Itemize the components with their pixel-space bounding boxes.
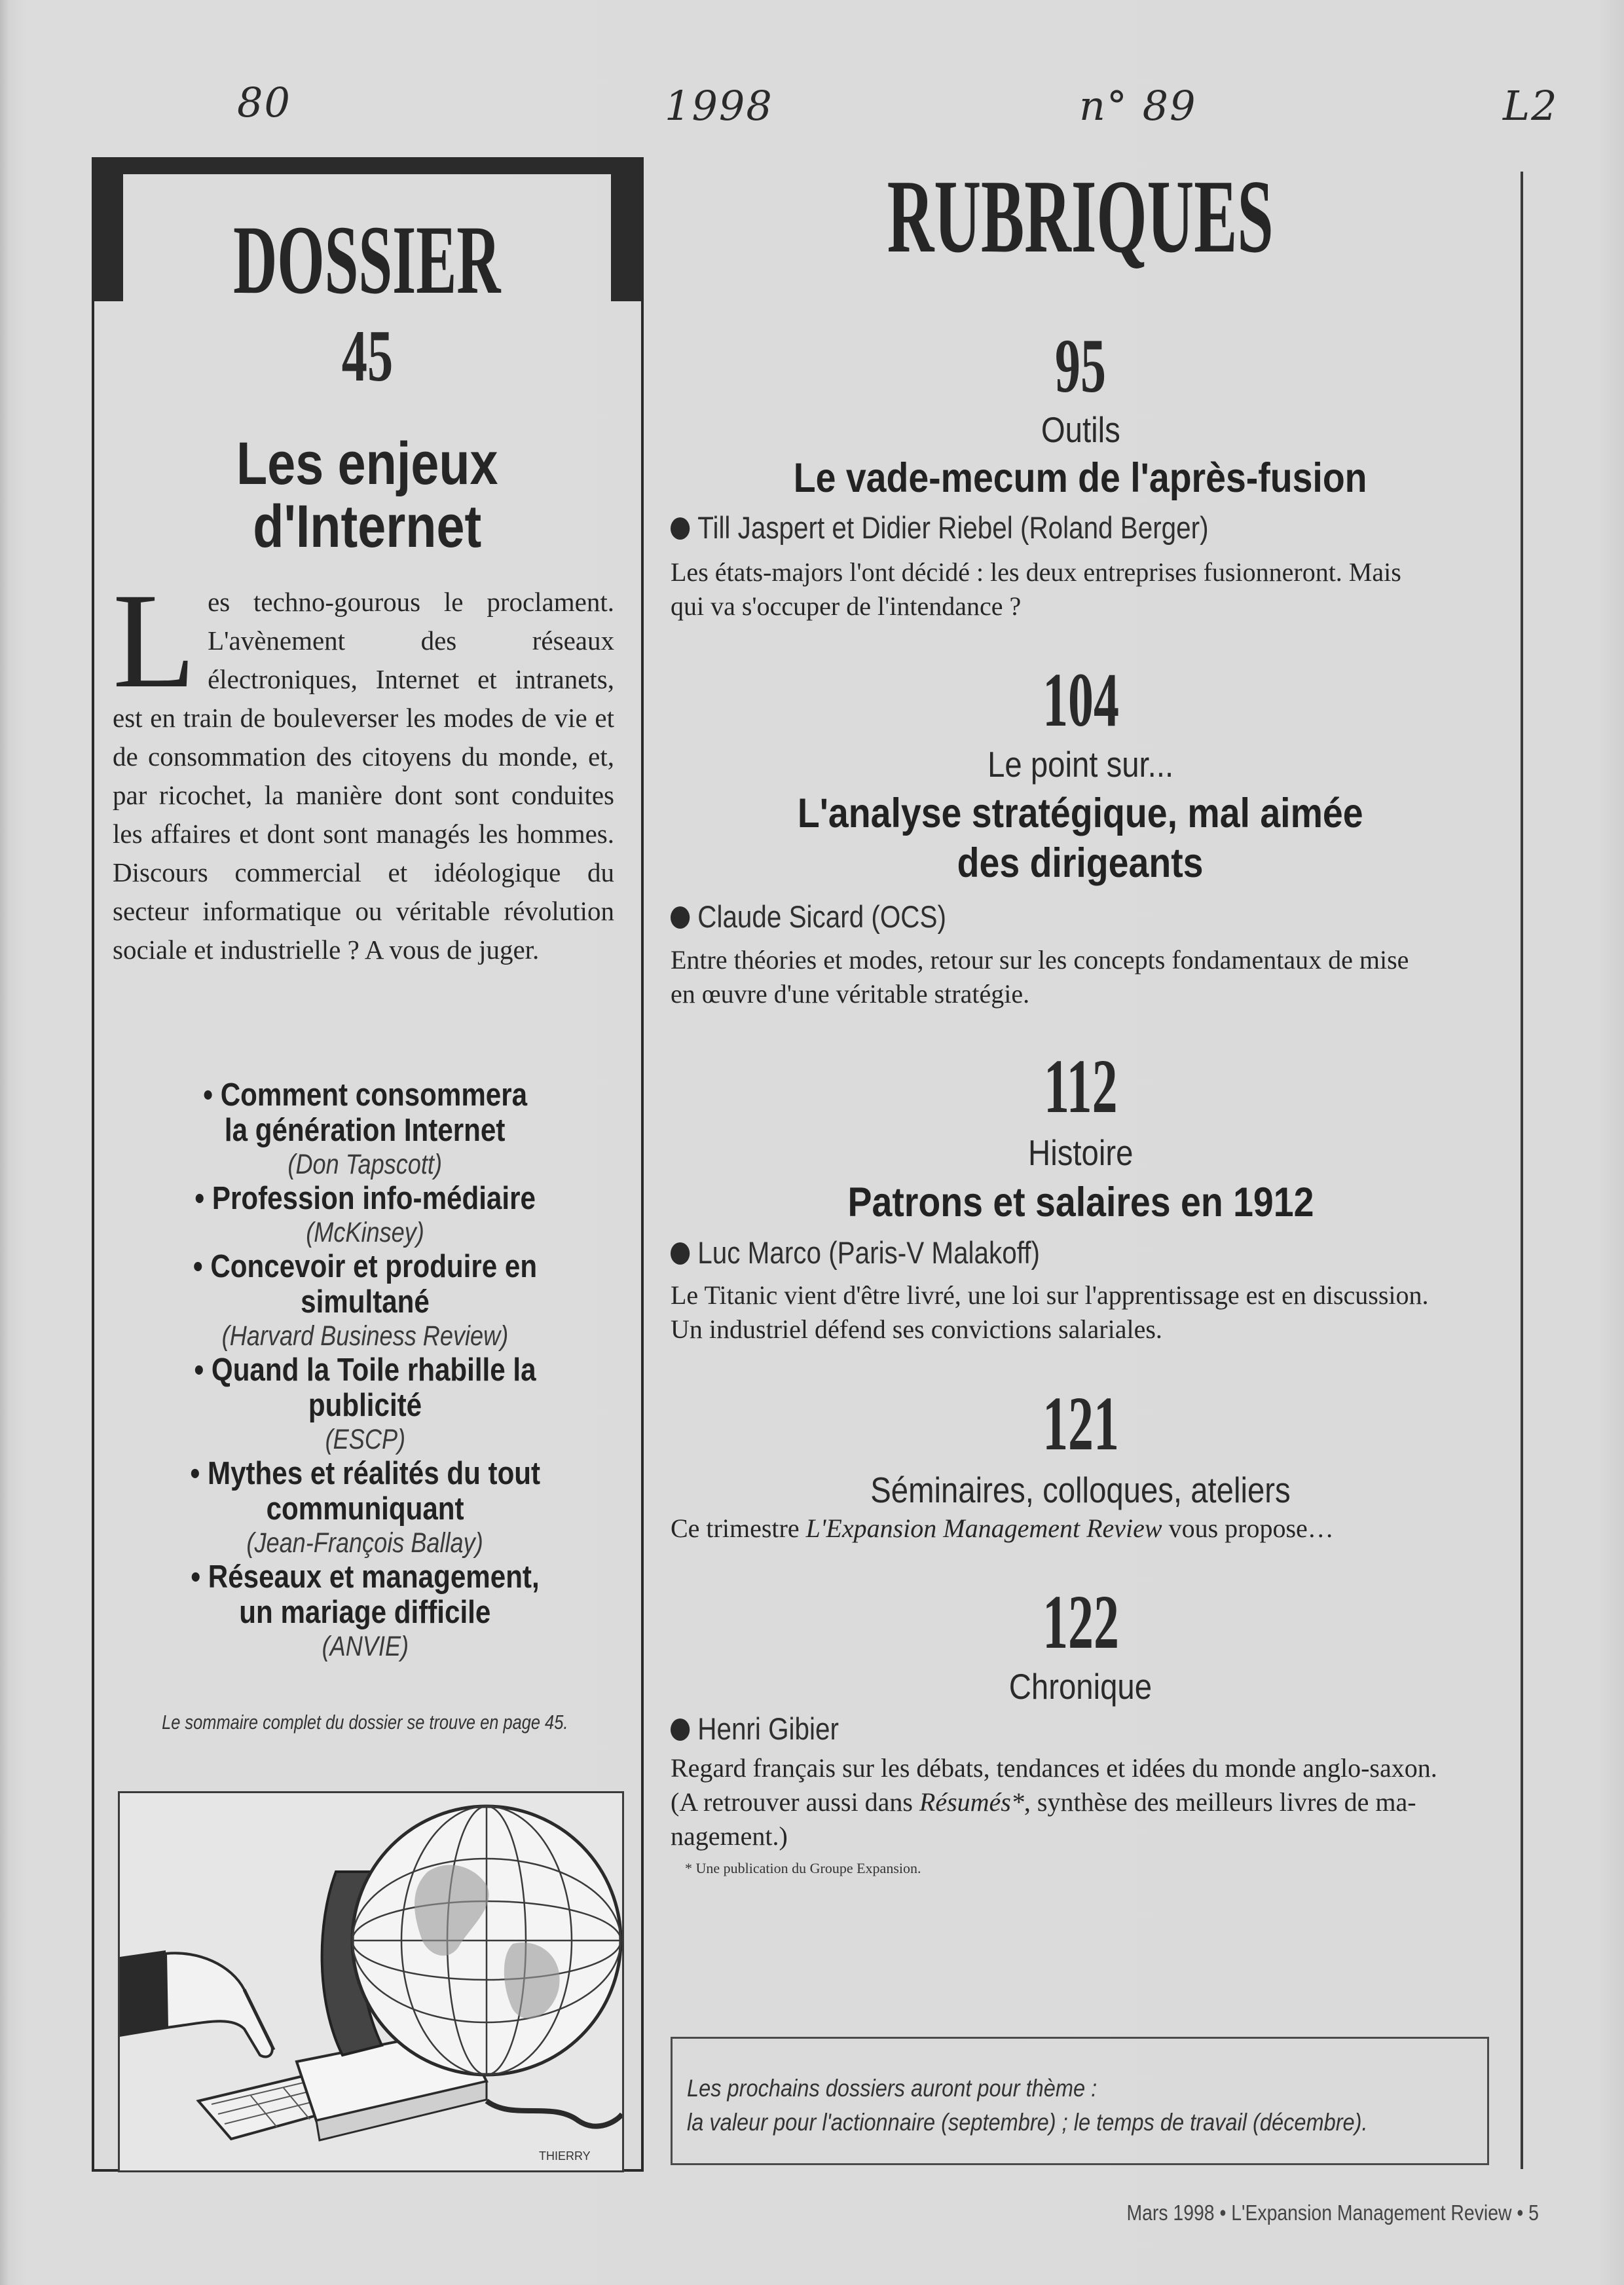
rubrique-page-number[interactable]: 121 (1042, 1381, 1119, 1466)
rubriques-title: RUBRIQUES (887, 158, 1274, 274)
dossier-article-list (105, 1077, 625, 1663)
article-entry[interactable]: • Réseaux et management, un mariage difficile (ANVIE) (191, 1559, 540, 1662)
sommaire-note: Le sommaire complet du dossier se trouve en page 45. (162, 1711, 568, 1734)
computer-globe-illustration (118, 1791, 624, 2172)
bullet-dot-icon (671, 1242, 690, 1265)
rubrique-author: Henri Gibier (671, 1711, 1502, 1747)
handwritten-note-year: 1998 (665, 82, 773, 130)
rubriques-divider (1521, 172, 1523, 2169)
page-footer: Mars 1998 • L'Expansion Management Review • 5 (1126, 2201, 1539, 2225)
rubrique-description: Regard français sur les débats, tendances et idées du monde anglo-saxon. (A retrouver aussi dans Résumés*, synthèse des meilleurs livres de ma- nagement.) (671, 1753, 1437, 1851)
article-entry[interactable]: • Profession info-médiaire (McKinsey) (194, 1181, 536, 1248)
rubrique-page-number[interactable]: 122 (1042, 1579, 1119, 1665)
handwritten-note-right: L2 (1503, 82, 1559, 130)
rubrique-description: Le Titanic vient d'être livré, une loi sur l'apprentissage est en discussion. Un industriel défend ses convictions salariales. (671, 1280, 1429, 1344)
rubrique-category: Histoire (1027, 1132, 1134, 1173)
dossier-left-bar (92, 157, 123, 301)
rubrique-category: Le point sur... (987, 744, 1173, 785)
bullet-dot-icon (671, 1718, 690, 1741)
rubrique-page-number[interactable]: 95 (1055, 323, 1106, 409)
next-dossiers-box: Les prochains dossiers auront pour thème : la valeur pour l'actionnaire (septembre) ; le temps de travail (décembre). (671, 2037, 1489, 2165)
rubrique-headline[interactable]: Le vade-mecum de l'après-fusion (794, 455, 1367, 501)
handwritten-note-issue: n° 89 (1079, 82, 1197, 130)
rubrique-description: Ce trimestre L'Expansion Management Review vous propose… (671, 1514, 1334, 1543)
globe-computer-icon (120, 1793, 622, 2170)
dossier-intro: Les techno-gourous le proclament. L'avènement des réseaux électroniques, Internet et intranets, est en train de bouleverser les modes de vie et de consommation des citoyens du monde, et, par ricochet, la manière dont sont conduites les affaires et dont sont managés les hommes. Discours commercial et idéologique du secteur informatique ou véritable révolution sociale et industrielle ? A vous de juger. (113, 565, 614, 965)
rubrique-category: Chronique (1008, 1666, 1153, 1707)
rubrique-author: Claude Sicard (OCS) (671, 899, 1502, 935)
dossier-headline[interactable]: Les enjeux d'Internet (236, 430, 498, 560)
dossier-top-bar (92, 157, 641, 174)
rubrique-page-number[interactable]: 112 (1043, 1043, 1118, 1129)
dossier-right-bar (611, 157, 641, 301)
rubrique-description: Les états-majors l'ont décidé : les deux entreprises fusionneront. Mais qui va s'occuper de l'intendance ? (671, 557, 1401, 621)
drop-cap: L (113, 565, 196, 716)
rubrique-author: Till Jaspert et Didier Riebel (Roland Berger) (671, 510, 1502, 546)
rubrique-description: Entre théories et modes, retour sur les concepts fondamentaux de mise en œuvre d'une véritable stratégie. (671, 945, 1409, 1009)
rubrique-headline[interactable]: L'analyse stratégique, mal aimée des dirigeants (798, 790, 1363, 886)
bullet-dot-icon (671, 517, 690, 540)
handwritten-note-left: 80 (237, 79, 291, 126)
article-entry[interactable]: • Concevoir et produire en simultané (Harvard Business Review) (193, 1249, 538, 1352)
bullet-dot-icon (671, 906, 690, 929)
rubrique-headline[interactable]: Patrons et salaires en 1912 (847, 1180, 1314, 1225)
dossier-page-number[interactable]: 45 (341, 316, 393, 397)
rubrique-category: Séminaires, colloques, ateliers (870, 1470, 1291, 1510)
footnote: * Une publication du Groupe Expansion. (685, 1860, 921, 1876)
article-entry[interactable]: • Comment consommera la génération Internet (Don Tapscott) (203, 1077, 527, 1180)
rubrique-author: Luc Marco (Paris-V Malakoff) (671, 1235, 1502, 1271)
illustration-signature: THIERRY (539, 2149, 591, 2163)
dossier-title: DOSSIER (233, 206, 501, 314)
article-entry[interactable]: • Quand la Toile rhabille la publicité (ESCP) (194, 1352, 536, 1455)
article-entry[interactable]: • Mythes et réalités du tout communiquant (Jean-François Ballay) (190, 1456, 540, 1559)
rubrique-page-number[interactable]: 104 (1042, 657, 1119, 743)
rubrique-category: Outils (1041, 409, 1120, 450)
